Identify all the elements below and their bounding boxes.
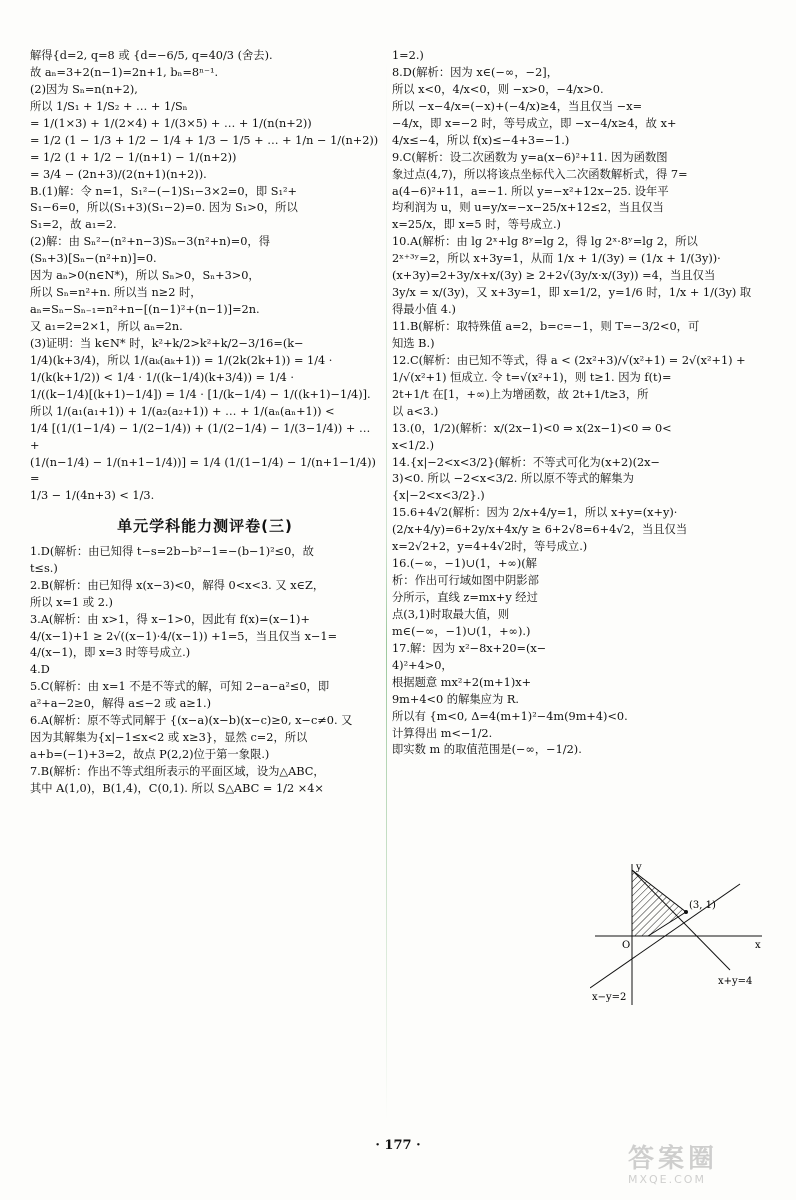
text-line: x=2√2+2，y=4+4√2时，等号成立.) bbox=[392, 540, 588, 554]
text-line: = 3/4 − (2n+3)/(2(n+1)(n+2)). bbox=[30, 167, 207, 181]
text-line: {x|−2<x<3/2}.) bbox=[392, 489, 485, 503]
text-line: (3)证明：当 k∈N* 时，k²+k/2>k²+k/2−3/16=(k− bbox=[30, 336, 304, 350]
text-line: 以 a<3.) bbox=[392, 404, 439, 418]
text-line: 13.(0，1/2)(解析：x/(2x−1)<0 ⇒ x(2x−1)<0 ⇒ 0< bbox=[392, 421, 672, 435]
text-line: 16.(−∞，−1)∪(1，+∞)(解 bbox=[392, 557, 537, 571]
text-line: 2.B(解析：由已知得 x(x−3)<0，解得 0<x<3. 又 x∈Z， bbox=[30, 578, 325, 592]
feasible-region-svg bbox=[590, 860, 770, 1010]
text-line: 14.{x|−2<x<3/2}(解析：不等式可化为(x+2)(2x− bbox=[392, 455, 661, 469]
text-line: t≤s.) bbox=[30, 561, 58, 575]
text-line: a²+a−2≥0，解得 a≤−2 或 a≥1.) bbox=[30, 697, 211, 711]
text-line: 所以 −x−4/x=(−x)+(−4/x)≥4，当且仅当 −x= bbox=[392, 99, 643, 113]
text-line: = 1/2 (1 + 1/2 − 1/(n+1) − 1/(n+2)) bbox=[30, 150, 237, 164]
left-column bbox=[30, 48, 380, 798]
text-line: 1/√(x²+1) 恒成立. 令 t=√(x²+1)，则 t≥1. 因为 f(t)= bbox=[392, 370, 672, 384]
text-line: 12.C(解析：由已知不等式，得 a < (2x²+3)/√(x²+1) = 2√(x²+1) + bbox=[392, 353, 746, 367]
text-line: 即实数 m 的取值范围是(−∞，−1/2). bbox=[392, 743, 582, 757]
text-line: 17.解：因为 x²−8x+20=(x− bbox=[392, 641, 547, 655]
text-line: 解得{d=2, q=8 或 {d=−6/5, q=40/3 (舍去). bbox=[30, 49, 273, 62]
origin-label: O bbox=[622, 940, 631, 951]
text-line: (2)解：由 Sₙ²−(n²+n−3)Sₙ−3(n²+n)=0，得 bbox=[30, 235, 271, 249]
text-line: 均利润为 u，则 u=y/x=−x−25/x+12≤2，当且仅当 bbox=[392, 201, 664, 215]
text-line: 7.B(解析：作出不等式组所表示的平面区域，设为△ABC， bbox=[30, 765, 325, 778]
text-line: 所以有 {m<0, Δ=4(m+1)²−4m(9m+4)<0. bbox=[392, 709, 628, 723]
text-line: S₁=2，故 a₁=2. bbox=[30, 218, 117, 232]
text-line: 1/4 [(1/(1−1/4) − 1/(2−1/4)) + (1/(2−1/4) − 1/(3−1/4)) + … + bbox=[30, 421, 374, 452]
text-line: 11.B(解析：取特殊值 a=2，b=c=−1，则 T=−3/2<0，可 bbox=[392, 320, 700, 333]
text-line: 所以 x=1 或 2.) bbox=[30, 595, 113, 609]
watermark-logo bbox=[628, 1138, 778, 1186]
text-line: 3)<0. 所以 −2<x<3/2. 所以原不等式的解集为 bbox=[392, 472, 634, 486]
text-line: 1/3 − 1/(4n+3) < 1/3. bbox=[30, 489, 155, 503]
text-line: = 1/(1×3) + 1/(2×4) + 1/(3×5) + … + 1/(n(n+2)) bbox=[30, 116, 312, 130]
text-line: 4.D bbox=[30, 663, 50, 677]
y-axis-label: y bbox=[636, 862, 642, 873]
text-line: 5.C(解析：由 x=1 不是不等式的解，可知 2−a−a²≤0，即 bbox=[30, 680, 330, 694]
text-line: 2ˣ⁺³ʸ=2，所以 x+3y=1，从而 1/x + 1/(3y) = (1/x + 1/(3y))· bbox=[392, 252, 721, 266]
text-line: 1.D(解析：由已知得 t−s=2b−b²−1=−(b−1)²≤0，故 bbox=[30, 544, 314, 558]
text-line: B.(1)解：令 n=1，S₁²−(−1)S₁−3×2=0，即 S₁²+ bbox=[30, 184, 298, 198]
text-line: 所以 Sₙ=n²+n. 所以当 n≥2 时， bbox=[30, 286, 202, 300]
text-line: 9m+4<0 的解集应为 R. bbox=[392, 692, 519, 706]
feasible-region-figure bbox=[590, 860, 770, 1010]
text-line: 分所示，直线 z=mx+y 经过 bbox=[392, 591, 538, 604]
watermark-url: MXQE.COM bbox=[628, 1173, 706, 1186]
text-line: 4/(x−1)，即 x=3 时等号成立.) bbox=[30, 646, 191, 660]
text-line: 其中 A(1,0)，B(1,4)，C(0,1). 所以 S△ABC = 1/2 ×4× bbox=[30, 781, 324, 795]
text-line: x<1/2.) bbox=[392, 438, 435, 452]
text-line: 所以 x<0，4/x<0，则 −x>0，−4/x>0. bbox=[392, 82, 604, 96]
text-line: 因为其解集为{x|−1≤x<2 或 x≥3}，显然 c=2，所以 bbox=[30, 731, 308, 745]
text-line: 点(3,1)时取最大值，则 bbox=[392, 607, 510, 621]
text-line: 8.D(解析：因为 x∈(−∞，−2]， bbox=[392, 65, 558, 79]
text-line: 4/x≤−4，所以 f(x)≤−4+3=−1.) bbox=[392, 133, 570, 147]
text-line: 6.A(解析：原不等式同解于 {(x−a)(x−b)(x−c)≥0, x−c≠0. 又 bbox=[30, 714, 353, 728]
text-line: 3.A(解析：由 x>1，得 x−1>0，因此有 f(x)=(x−1)+ bbox=[30, 612, 310, 626]
text-line: a(4−6)²+11，a=−1. 所以 y=−x²+12x−25. 设年平 bbox=[392, 184, 669, 198]
line2-label: x−y=2 bbox=[592, 992, 627, 1003]
text-line: 1/4)(k+3/4)，所以 1/(aₖ(aₖ+1)) = 1/(2k(2k+1)) = 1/4 · bbox=[30, 353, 333, 367]
text-line: 3y/x = x/(3y)，又 x+3y=1，即 x=1/2，y=1/6 时，1/x + 1/(3y) 取 bbox=[392, 286, 752, 300]
text-line: 15.6+4√2(解析：因为 2/x+4/y=1，所以 x+y=(x+y)· bbox=[392, 506, 678, 520]
text-line: 析：作出可行域如图中阴影部 bbox=[392, 574, 539, 588]
text-line: 2t+1/t 在[1，+∞)上为增函数，故 2t+1/t≥3，所 bbox=[392, 387, 649, 401]
text-line: 1/(k(k+1/2)) < 1/4 · 1/((k−1/4)(k+3/4)) = 1/4 · bbox=[30, 370, 294, 384]
text-line: aₙ=Sₙ−Sₙ₋₁=n²+n−[(n−1)²+(n−1)]=2n. bbox=[30, 303, 260, 317]
text-line: (x+3y)=2+3y/x+x/(3y) ≥ 2+2√(3y/x·x/(3y)) =4，当且仅当 bbox=[392, 269, 716, 283]
text-line: 10.A(解析：由 lg 2ˣ+lg 8ʸ=lg 2，得 lg 2ˣ·8ʸ=lg 2，所以 bbox=[392, 235, 698, 249]
column-divider bbox=[386, 60, 387, 1120]
text-line: 知选 B.) bbox=[392, 336, 435, 350]
text-line: = 1/2 (1 − 1/3 + 1/2 − 1/4 + 1/3 − 1/5 + … + 1/n − 1/(n+2)) bbox=[30, 133, 379, 147]
text-line: 4)²+4>0， bbox=[392, 658, 453, 672]
line1-label: x+y=4 bbox=[718, 976, 753, 987]
text-line: 4/(x−1)+1 ≥ 2√((x−1)·4/(x−1)) +1=5，当且仅当 x−1= bbox=[30, 629, 338, 643]
text-line: (Sₙ+3)[Sₙ−(n²+n)]=0. bbox=[30, 252, 157, 266]
text-line: 1/((k−1/4)[(k+1)−1/4]) = 1/4 · [1/(k−1/4) − 1/((k+1)−1/4)]. bbox=[30, 387, 371, 401]
text-line: 故 aₙ=3+2(n−1)=2n+1, bₙ=8ⁿ⁻¹. bbox=[30, 65, 219, 79]
text-line: (2)因为 Sₙ=n(n+2), bbox=[30, 82, 138, 96]
text-line: 因为 aₙ>0(n∈N*)，所以 Sₙ>0，Sₙ+3>0， bbox=[30, 269, 260, 283]
text-line: (2/x+4/y)=6+2y/x+4x/y ≥ 6+2√8=6+4√2，当且仅当 bbox=[392, 523, 688, 537]
right-column bbox=[392, 48, 770, 759]
x-axis-label: x bbox=[755, 940, 761, 951]
text-line: 所以 1/S₁ + 1/S₂ + … + 1/Sₙ bbox=[30, 99, 188, 113]
text-line: 9.C(解析：设二次函数为 y=a(x−6)²+11. 因为函数图 bbox=[392, 150, 668, 164]
text-line: 1=2.) bbox=[392, 49, 424, 62]
text-line: 所以 1/(a₁(a₁+1)) + 1/(a₂(a₂+1)) + … + 1/(aₙ(aₙ+1)) < bbox=[30, 404, 335, 418]
text-line: (1/(n−1/4) − 1/(n+1−1/4))] = 1/4 (1/(1−1/4) − 1/(n+1−1/4)) = bbox=[30, 455, 380, 486]
watermark-title: 答案圈 bbox=[628, 1144, 719, 1174]
point-3-1 bbox=[684, 910, 688, 914]
page-number: · 177 · bbox=[375, 1138, 421, 1153]
section-title: 单元学科能力测评卷(三) bbox=[117, 517, 293, 536]
text-line: S₁−6=0，所以(S₁+3)(S₁−2)=0. 因为 S₁>0，所以 bbox=[30, 201, 298, 215]
text-line: 又 a₁=2=2×1，所以 aₙ=2n. bbox=[30, 320, 183, 333]
text-line: m∈(−∞，−1)∪(1，+∞).) bbox=[392, 624, 531, 638]
text-line: 象过点(4,7)，所以将该点坐标代入二次函数解析式，得 7= bbox=[392, 167, 688, 181]
text-line: 计算得出 m<−1/2. bbox=[392, 726, 493, 740]
shaded-region bbox=[632, 870, 686, 936]
text-line: 得最小值 4.) bbox=[392, 303, 456, 317]
text-line: −4/x，即 x=−2 时，等号成立，即 −x−4/x≥4，故 x+ bbox=[392, 116, 677, 130]
text-line: x=25/x，即 x=5 时，等号成立.) bbox=[392, 218, 561, 232]
point-label: (3, 1) bbox=[689, 900, 716, 911]
text-line: a+b=(−1)+3=2，故点 P(2,2)位于第一象限.) bbox=[30, 748, 270, 762]
text-line: 根据题意 mx²+2(m+1)x+ bbox=[392, 675, 532, 689]
